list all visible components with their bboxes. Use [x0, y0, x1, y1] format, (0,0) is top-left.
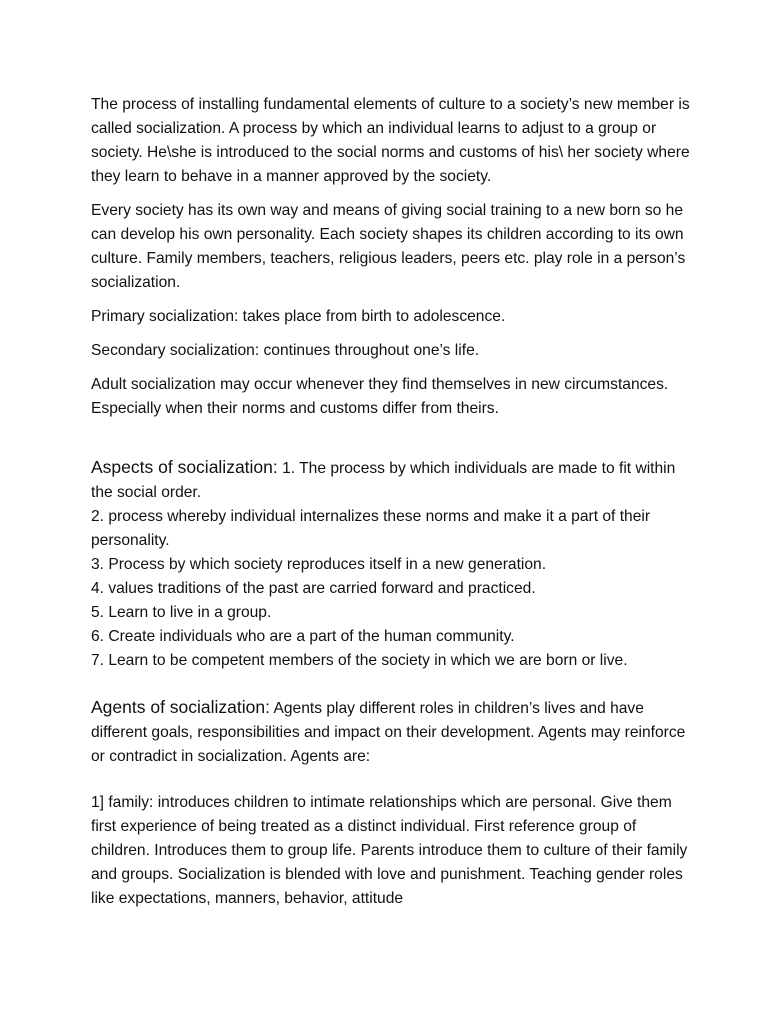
- document-body: [91, 93, 691, 911]
- aspects-item: 5. Learn to live in a group.: [91, 604, 272, 621]
- aspects-item: 3. Process by which society reproduces itself in a new generation.: [91, 556, 547, 573]
- paragraph-primary: Primary socialization: takes place from birth to adolescence.: [91, 308, 506, 325]
- paragraph-secondary: Secondary socialization: continues throughout one’s life.: [91, 342, 480, 359]
- paragraph-society: Every society has its own way and means of giving social training to a new born so he can develop his own personality. Each society shapes its children according to its own culture. Family members, teachers, religious leaders, peers etc. play role in a person’s socialization.: [91, 202, 686, 291]
- aspects-item: 2. process whereby individual internalizes these norms and make it a part of their personality.: [91, 508, 651, 549]
- aspects-first-line: [91, 455, 691, 505]
- aspects-item: 7. Learn to be competent members of the society in which we are born or live.: [91, 652, 628, 669]
- agents-section: [91, 695, 691, 911]
- aspects-heading: Aspects of socialization:: [91, 457, 278, 477]
- paragraph-definition: The process of installing fundamental elements of culture to a society’s new member is called socialization. A process by which an individual learns to adjust to a group or society. He\she is introduced to the social norms and customs of his\ her society where they learn to behave in a manner approved by the society.: [91, 96, 690, 185]
- agents-intro-paragraph: [91, 695, 691, 769]
- aspects-item: 6. Create individuals who are a part of the human community.: [91, 628, 515, 645]
- agents-heading: Agents of socialization:: [91, 697, 270, 717]
- agents-intro: Agents play different roles in children’s lives and have different goals, responsibilities and impact on their development. Agents may reinforce or contradict in socialization. Agents are:: [91, 700, 686, 765]
- aspects-item: 4. values traditions of the past are carried forward and practiced.: [91, 580, 536, 597]
- paragraph-adult: Adult socialization may occur whenever they find themselves in new circumstances. Especially when their norms and customs differ from theirs.: [91, 376, 669, 417]
- aspects-item: 1. The process by which individuals are made to fit within the social order.: [91, 460, 676, 501]
- agents-family-paragraph: 1] family: introduces children to intimate relationships which are personal. Give them first experience of being treated as a distinct individual. First reference group of children. Introduces them to group life. Parents introduce them to culture of their family and groups. Socialization is blended with love and punishment. Teaching gender roles like expectations, manners, behavior, attitude: [91, 794, 688, 907]
- aspects-section: [91, 455, 691, 673]
